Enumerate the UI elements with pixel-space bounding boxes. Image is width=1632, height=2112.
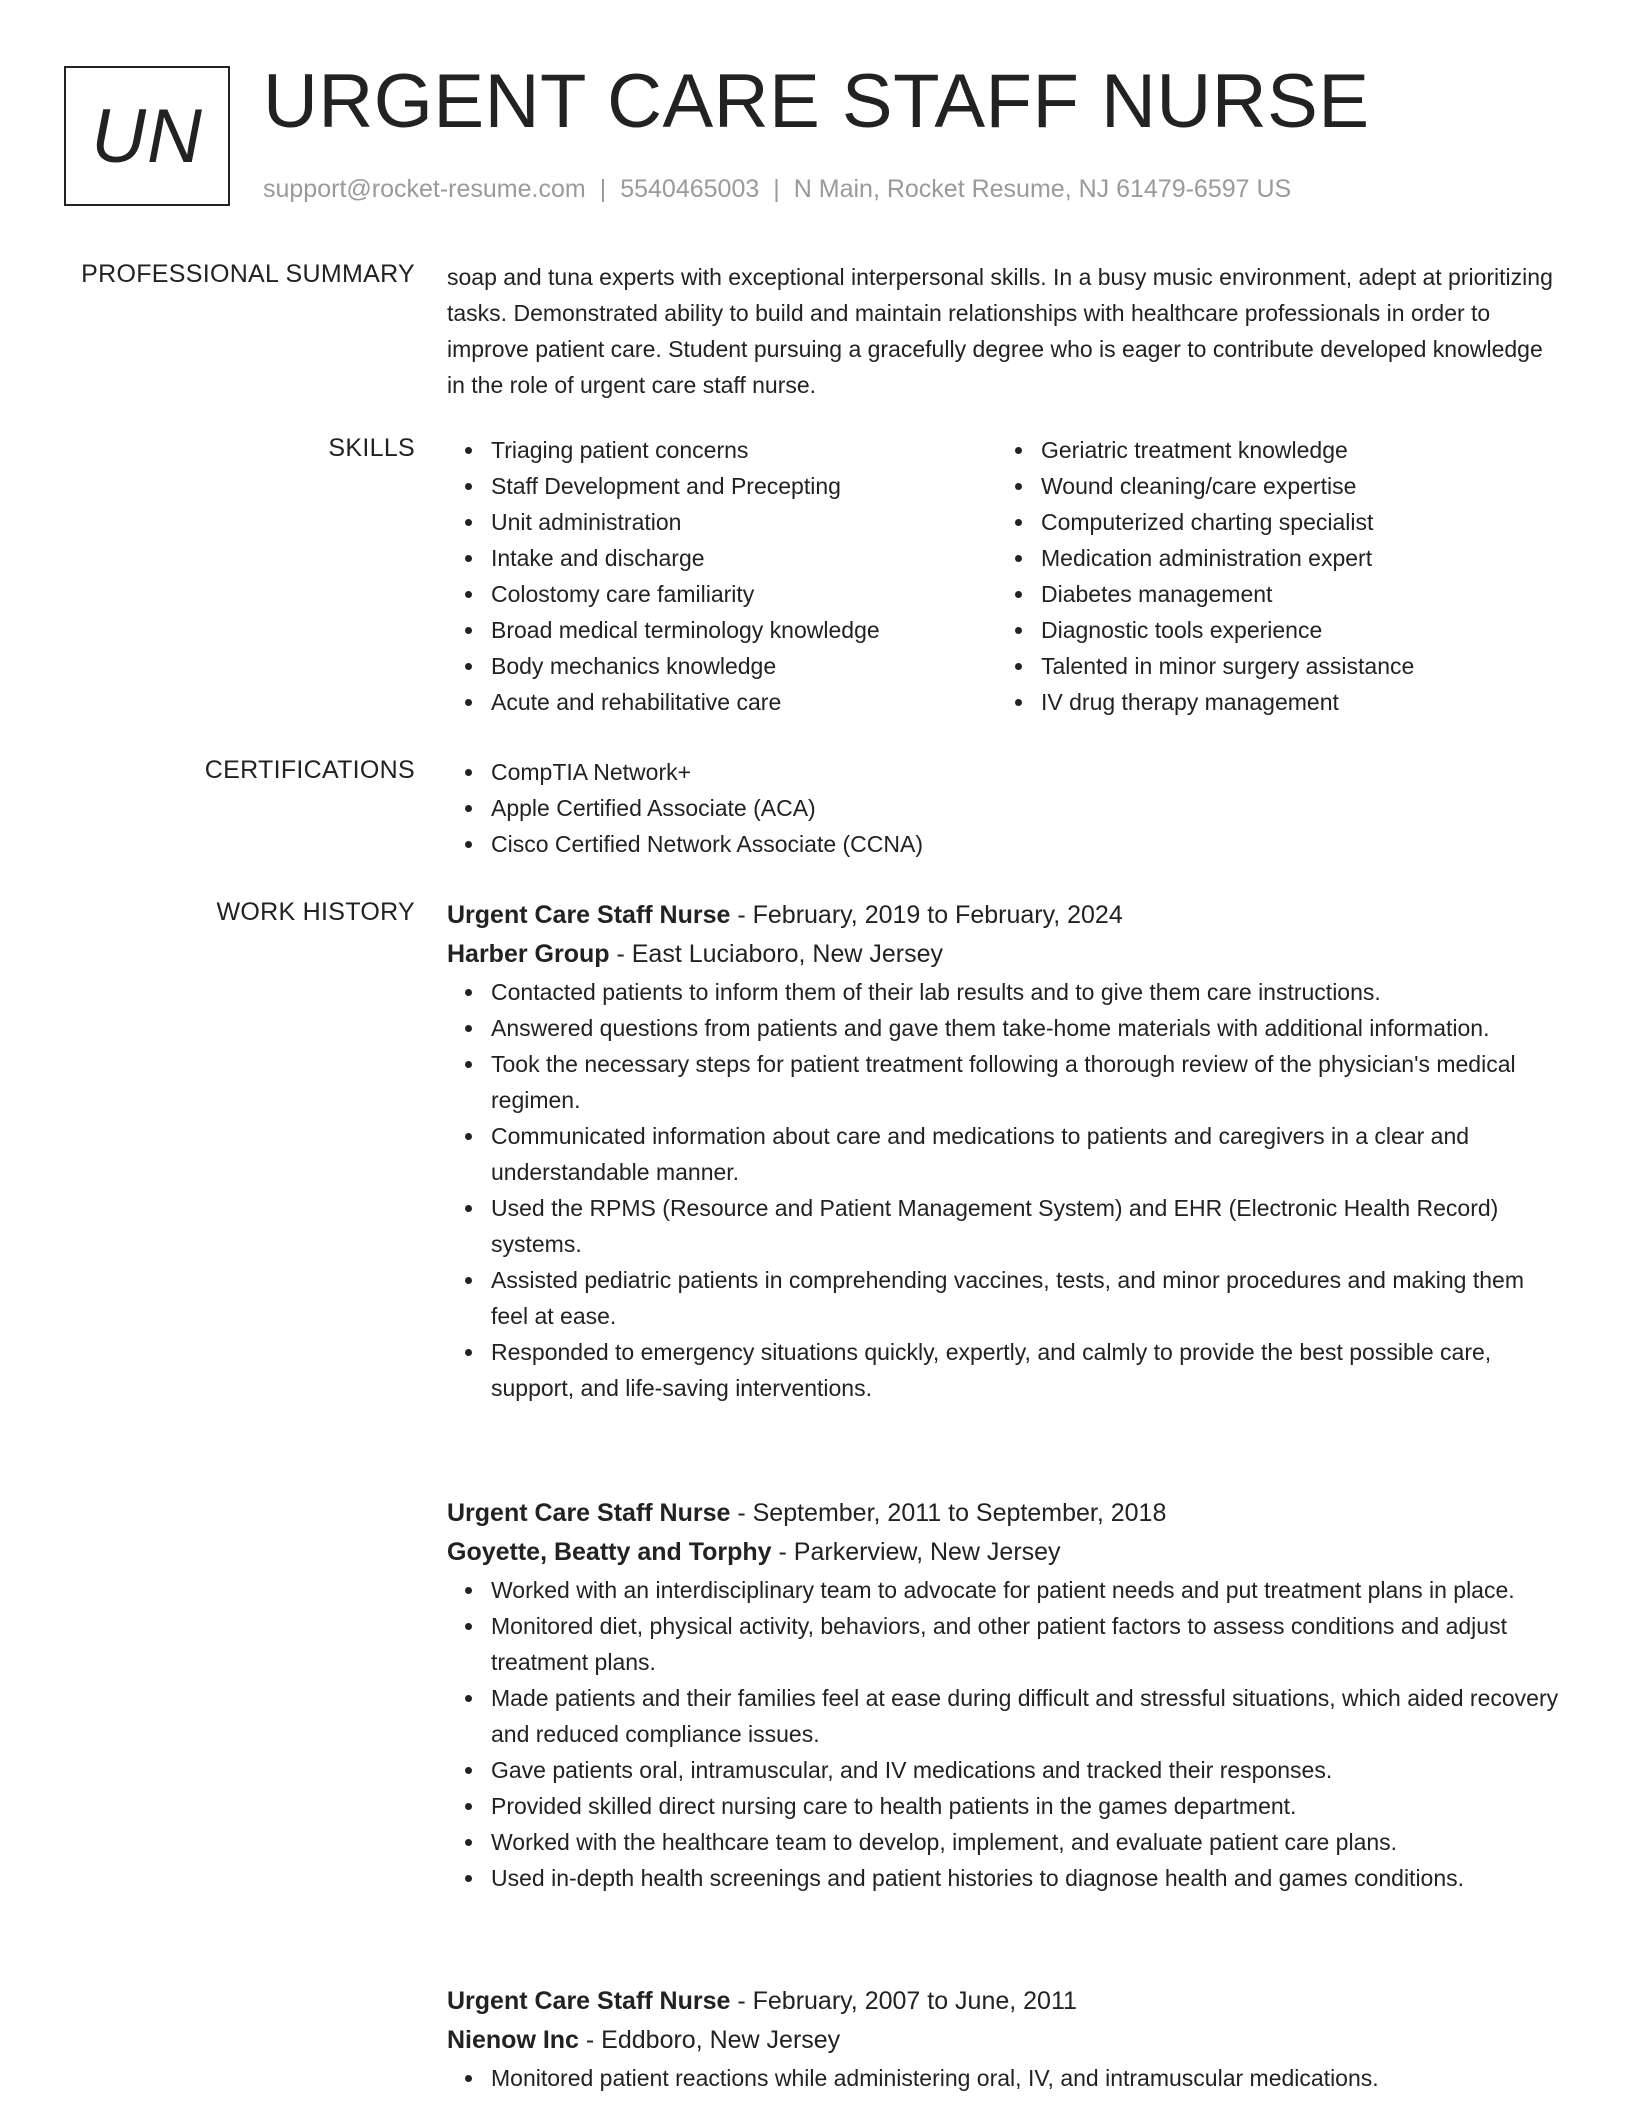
contact-address: N Main, Rocket Resume, NJ 61479-6597 US — [793, 175, 1292, 203]
job-duties-list — [447, 1572, 1562, 1896]
job-location: - East Luciaboro, New Jersey — [609, 940, 944, 968]
resume-title: URGENT CARE STAFF NURSE — [263, 59, 1370, 144]
job-title: Urgent Care Staff Nurse — [447, 901, 731, 929]
skill-item: Triaging patient concerns — [447, 432, 997, 468]
skill-item: Colostomy care familiarity — [447, 576, 997, 612]
summary-section — [447, 259, 1562, 403]
skill-item: Intake and discharge — [447, 540, 997, 576]
job-dates: - February, 2007 to June, 2011 — [730, 1987, 1077, 2015]
job-title: Urgent Care Staff Nurse — [447, 1499, 731, 1527]
job-duty: Used in-depth health screenings and patient histories to diagnose health and games conditions. — [447, 1860, 1562, 1896]
job-duty: Monitored patient reactions while administering oral, IV, and intramuscular medications. — [447, 2060, 1562, 2096]
skill-item: Wound cleaning/care expertise — [997, 468, 1547, 504]
certification-item: Cisco Certified Network Associate (CCNA) — [447, 826, 1562, 862]
skill-item: Diagnostic tools experience — [997, 612, 1547, 648]
skill-item: Diabetes management — [997, 576, 1547, 612]
section-label-certifications: CERTIFICATIONS — [204, 756, 415, 784]
job-company: Nienow Inc — [447, 2026, 579, 2054]
job-entry — [447, 1982, 1562, 2096]
contact-separator: | — [773, 175, 780, 203]
job-company-line — [447, 2021, 1562, 2060]
skill-item: Body mechanics knowledge — [447, 648, 997, 684]
skills-list-left — [447, 432, 997, 720]
job-duty: Took the necessary steps for patient treatment following a thorough review of the physician's medical regimen. — [447, 1046, 1562, 1118]
skills-list-right — [997, 432, 1547, 720]
skill-item: Acute and rehabilitative care — [447, 684, 997, 720]
job-duty: Provided skilled direct nursing care to health patients in the games department. — [447, 1788, 1562, 1824]
skill-item: IV drug therapy management — [997, 684, 1547, 720]
job-title-line — [447, 896, 1562, 935]
job-duty: Worked with an interdisciplinary team to advocate for patient needs and put treatment plans in place. — [447, 1572, 1562, 1608]
job-duty: Responded to emergency situations quickly, expertly, and calmly to provide the best possible care, support, and life-saving interventions. — [447, 1334, 1562, 1406]
job-dates: - September, 2011 to September, 2018 — [730, 1499, 1167, 1527]
job-company-line — [447, 935, 1562, 974]
job-title-line — [447, 1982, 1562, 2021]
job-entry — [447, 1494, 1562, 1896]
section-label-skills: SKILLS — [328, 434, 415, 462]
skill-item: Staff Development and Precepting — [447, 468, 997, 504]
monogram-badge: UN — [64, 66, 230, 206]
section-label-summary: PROFESSIONAL SUMMARY — [81, 260, 415, 288]
job-duties-list — [447, 974, 1562, 1406]
skill-item: Computerized charting specialist — [997, 504, 1547, 540]
skill-item: Broad medical terminology knowledge — [447, 612, 997, 648]
job-company-line — [447, 1533, 1562, 1572]
contact-phone[interactable]: 5540465003 — [620, 175, 760, 203]
job-duty: Monitored diet, physical activity, behaviors, and other patient factors to assess conditions and adjust treatment plans. — [447, 1608, 1562, 1680]
job-location: - Eddboro, New Jersey — [578, 2026, 841, 2054]
job-duty: Communicated information about care and medications to patients and caregivers in a clear and understandable manner. — [447, 1118, 1562, 1190]
certification-item: CompTIA Network+ — [447, 754, 1562, 790]
job-duty: Contacted patients to inform them of their lab results and to give them care instructions. — [447, 974, 1562, 1010]
job-company: Harber Group — [447, 940, 610, 968]
skill-item: Unit administration — [447, 504, 997, 540]
job-duty: Answered questions from patients and gave them take-home materials with additional information. — [447, 1010, 1562, 1046]
skill-item: Geriatric treatment knowledge — [997, 432, 1547, 468]
job-duty: Gave patients oral, intramuscular, and IV medications and tracked their responses. — [447, 1752, 1562, 1788]
job-title: Urgent Care Staff Nurse — [447, 1987, 731, 2015]
skill-item: Medication administration expert — [997, 540, 1547, 576]
job-dates: - February, 2019 to February, 2024 — [730, 901, 1123, 929]
job-duty: Made patients and their families feel at ease during difficult and stressful situations, which aided recovery and reduced compliance issues. — [447, 1680, 1562, 1752]
skill-item: Talented in minor surgery assistance — [997, 648, 1547, 684]
job-duties-list — [447, 2060, 1562, 2096]
certifications-section — [447, 754, 1562, 862]
job-location: - Parkerview, New Jersey — [771, 1538, 1061, 1566]
summary-text: soap and tuna experts with exceptional interpersonal skills. In a busy music environment, adept at prioritizing tasks. Demonstrated ability to build and maintain relationships with healthcare professionals in order to improve patient care. Student pursuing a gracefully degree who is eager to contribute developed knowledge in the role of urgent care staff nurse. — [447, 264, 1553, 398]
job-entry — [447, 896, 1562, 1406]
job-duty: Worked with the healthcare team to develop, implement, and evaluate patient care plans. — [447, 1824, 1562, 1860]
certification-item: Apple Certified Associate (ACA) — [447, 790, 1562, 826]
job-company: Goyette, Beatty and Torphy — [447, 1538, 772, 1566]
contact-separator: | — [599, 175, 607, 203]
certifications-list — [447, 754, 1562, 862]
contact-line — [263, 175, 1291, 204]
job-title-line — [447, 1494, 1562, 1533]
job-duty: Used the RPMS (Resource and Patient Management System) and EHR (Electronic Health Record) systems. — [447, 1190, 1562, 1262]
contact-email[interactable]: support@rocket-resume.com — [263, 175, 586, 203]
job-duty: Assisted pediatric patients in comprehending vaccines, tests, and minor procedures and making them feel at ease. — [447, 1262, 1562, 1334]
section-label-work-history: WORK HISTORY — [216, 898, 415, 926]
skills-section — [447, 432, 1562, 720]
